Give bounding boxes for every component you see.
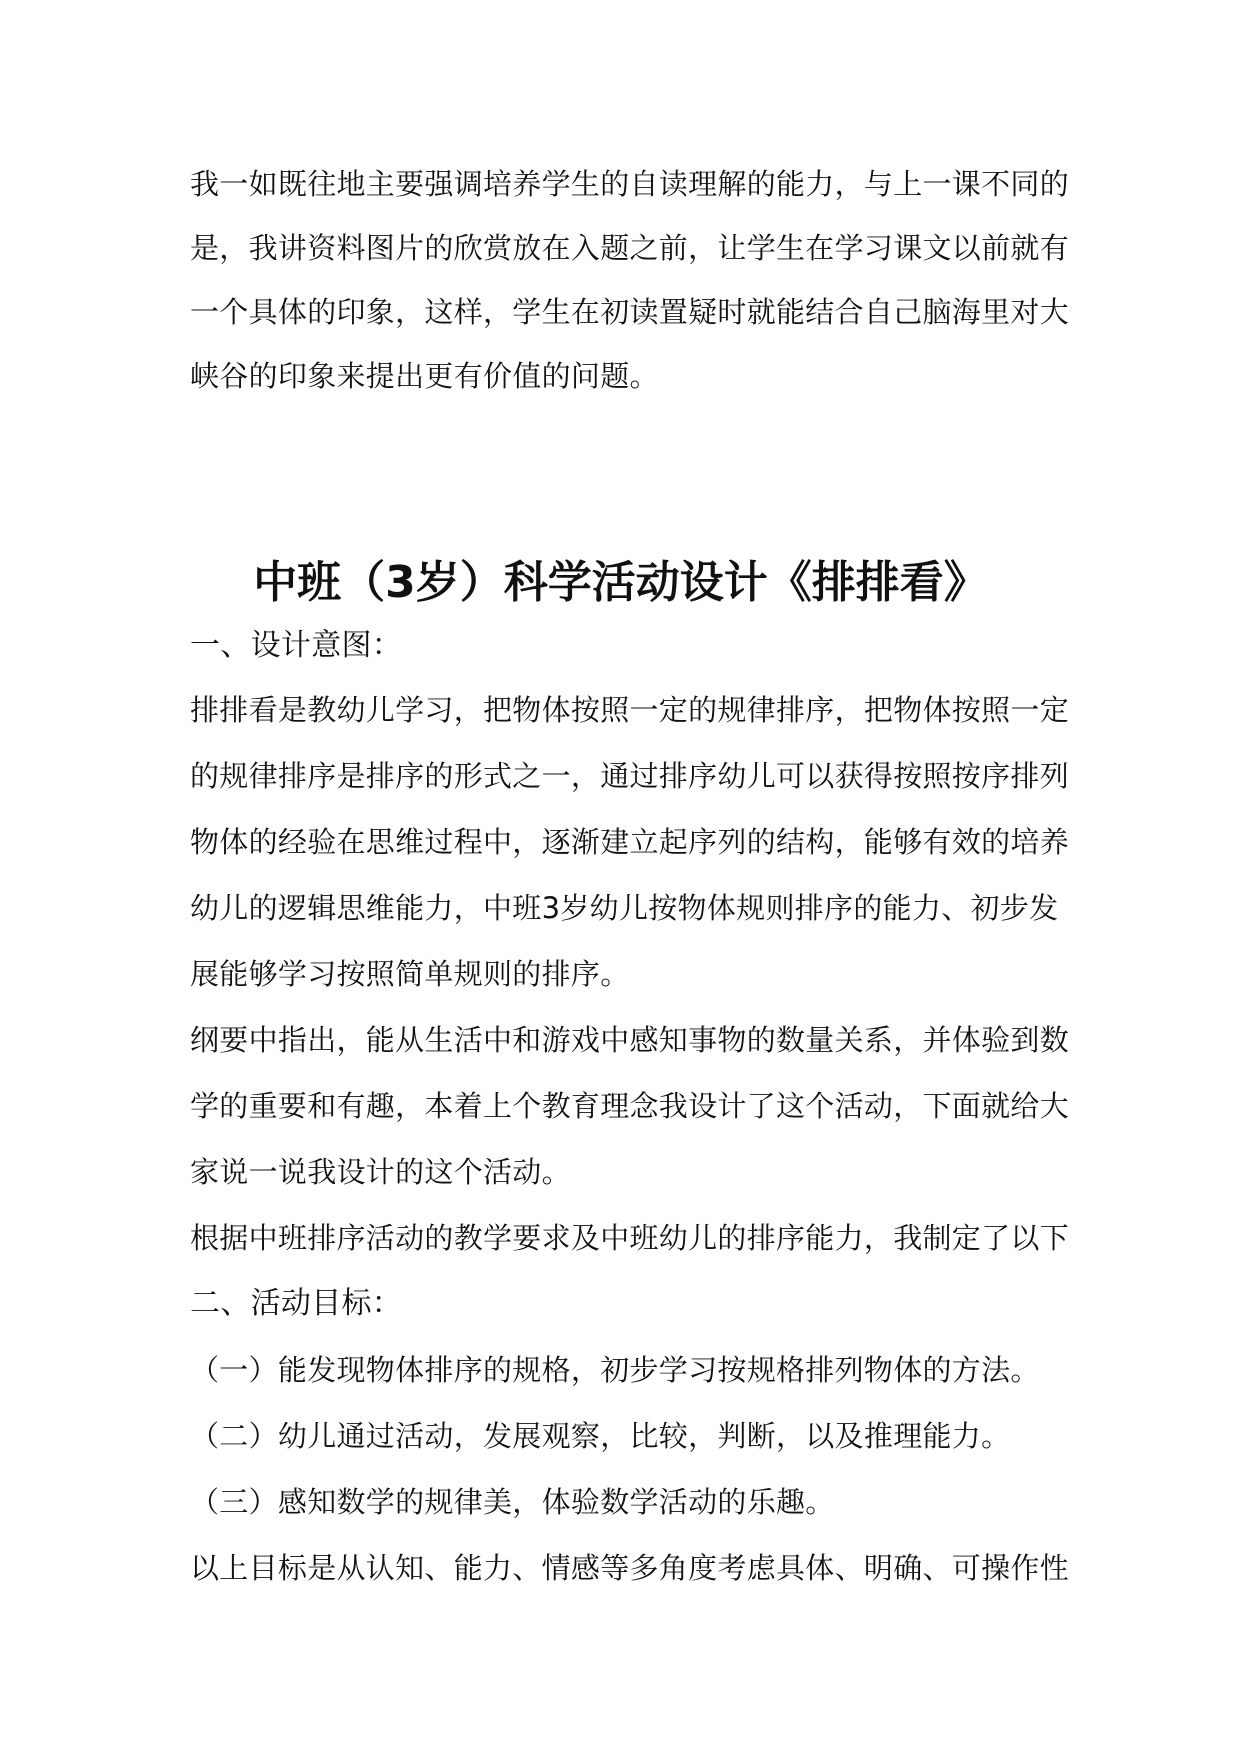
goal-item: （一）能发现物体排序的规格，初步学习按规格排列物体的方法。 bbox=[190, 1353, 1040, 1387]
paragraph-line: 物体的经验在思维过程中，逐渐建立起序列的结构，能够有效的培养 bbox=[190, 825, 1070, 859]
paragraph-line: 家说一说我设计的这个活动。 bbox=[190, 1155, 571, 1189]
section-heading-design-intent: 一、设计意图： bbox=[190, 628, 403, 663]
section-heading-activity-goals: 二、活动目标： bbox=[190, 1286, 403, 1321]
intro-line: 我一如既往地主要强调培养学生的自读理解的能力，与上一课不同的 bbox=[190, 167, 1070, 201]
paragraph-line: 幼儿的逻辑思维能力，中班3岁幼儿按物体规则排序的能力、初步发 bbox=[190, 891, 1059, 925]
paragraph-line: 纲要中指出，能从生活中和游戏中感知事物的数量关系，并体验到数 bbox=[190, 1023, 1070, 1057]
paragraph-line: 学的重要和有趣，本着上个教育理念我设计了这个活动，下面就给大 bbox=[190, 1089, 1070, 1123]
document-title: 中班（3岁）科学活动设计《排排看》 bbox=[253, 557, 988, 608]
intro-line: 是，我讲资料图片的欣赏放在入题之前，让学生在学习课文以前就有 bbox=[190, 231, 1070, 265]
goal-item: （二）幼儿通过活动，发展观察，比较，判断，以及推理能力。 bbox=[190, 1419, 1011, 1453]
paragraph-line: 的规律排序是排序的形式之一，通过排序幼儿可以获得按照按序排列 bbox=[190, 759, 1070, 793]
paragraph-line: 展能够学习按照简单规则的排序。 bbox=[190, 957, 630, 991]
paragraph-line: 排排看是教幼儿学习，把物体按照一定的规律排序，把物体按照一定 bbox=[190, 693, 1070, 727]
goal-item: （三）感知数学的规律美，体验数学活动的乐趣。 bbox=[190, 1485, 835, 1519]
paragraph-line: 根据中班排序活动的教学要求及中班幼儿的排序能力，我制定了以下 bbox=[190, 1221, 1070, 1255]
intro-line: 一个具体的印象，这样，学生在初读置疑时就能结合自己脑海里对大 bbox=[190, 295, 1070, 329]
intro-line: 峡谷的印象来提出更有价值的问题。 bbox=[190, 359, 659, 393]
paragraph-line: 以上目标是从认知、能力、情感等多角度考虑具体、明确、可操作性 bbox=[190, 1551, 1070, 1585]
